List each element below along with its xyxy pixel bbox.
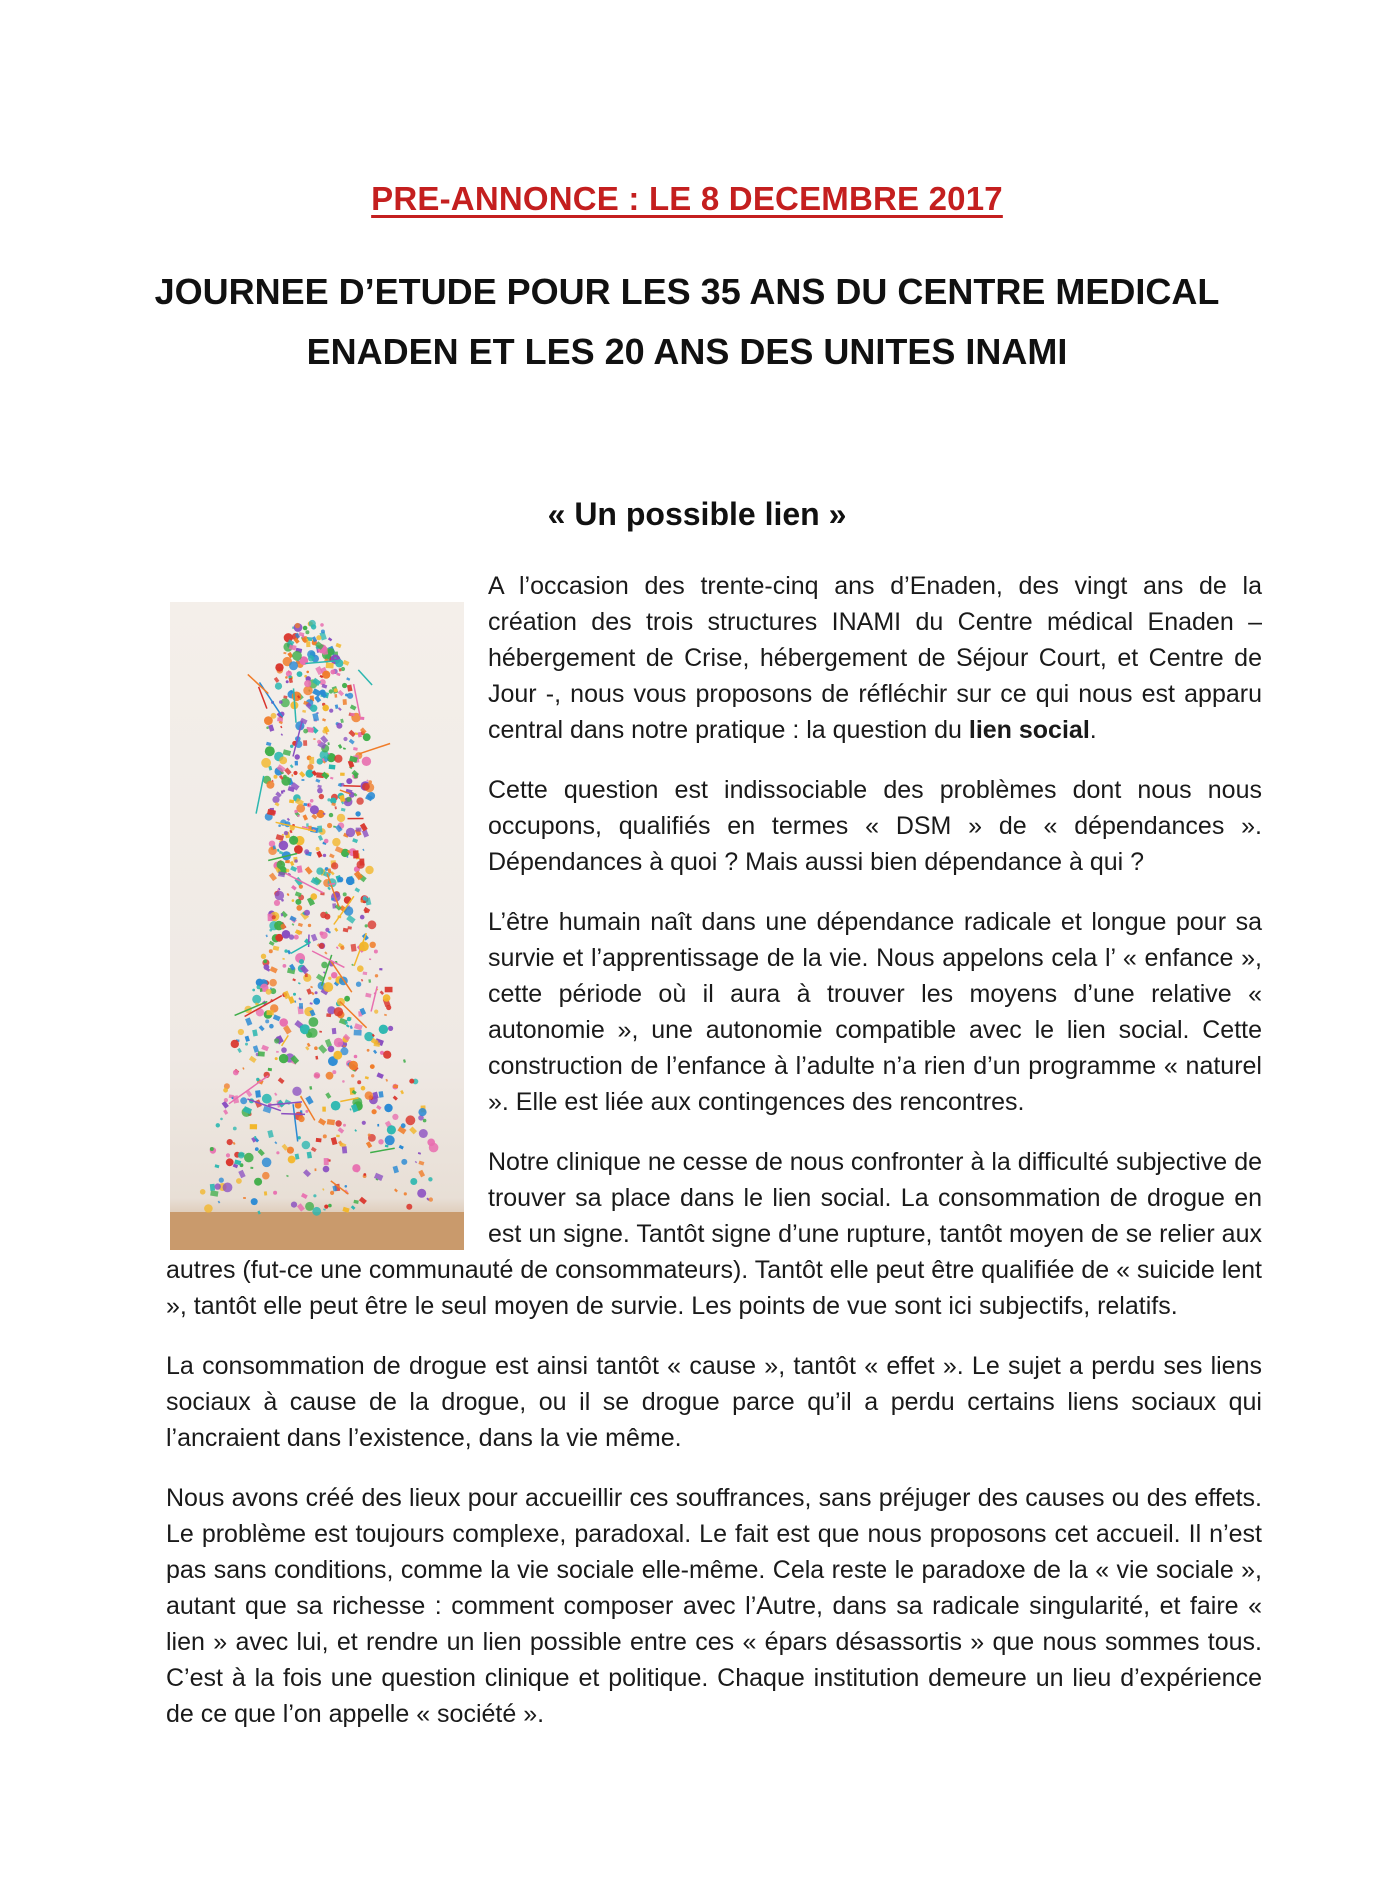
paragraph-2: Cette question est indissociable des problèmes dont nous nous occupons, qualifiés en termes « DSM » de « dépendances ». Dépendances à quoi ? Mais aussi bien dépendance à qui ? <box>488 776 1262 876</box>
main-title-line-1: JOURNEE D’ETUDE POUR LES 35 ANS DU CENTRE MEDICAL <box>154 271 1220 312</box>
main-title-line-2: ENADEN ET LES 20 ANS DES UNITES INAMI <box>306 331 1068 372</box>
main-title <box>120 262 1254 382</box>
paragraph-3: L’être humain naît dans une dépendance radicale et longue pour sa survie et l’apprentissage de la vie. Nous appelons cela l’ « enfance », cette période où il aura à trouver les moyens d’une relative « autonomie », une autonomie compatible avec le lien social. Cette construction de l’enfance à l’adulte n’a rien d’un programme « naturel ». Elle est liée aux contingences des rencontres. <box>488 908 1262 1116</box>
preannounce-heading: PRE-ANNONCE : LE 8 DECEMBRE 2017 <box>371 180 1003 217</box>
paragraph-1-text: A l’occasion des trente-cinq ans d’Enaden, des vingt ans de la création des trois structures INAMI du Centre médical Enaden – hébergement de Crise, hébergement de Séjour Court, et Centre de Jour -, nous vous proposons de réfléchir sur ce qui nous est apparu central dans notre pratique : la question du <box>488 572 1262 744</box>
subtitle: « Un possible lien » <box>547 496 847 532</box>
paragraph-1-end: . <box>1089 716 1097 744</box>
sculpture-photo <box>170 602 464 1250</box>
lien-social-bold: lien social <box>968 716 1090 744</box>
body-text <box>166 568 1262 1732</box>
paragraph-5: La consommation de drogue est ainsi tantôt « cause », tantôt « effet ». Le sujet a perdu ses liens sociaux à cause de la drogue, ou il se drogue parce qu’il a perdu certains liens sociaux qui l’ancraient dans l’existence, dans la vie même. <box>166 1352 1262 1452</box>
paragraph-6: Nous avons créé des lieux pour accueillir ces souffrances, sans préjuger des causes ou des effets. Le problème est toujours complexe, paradoxal. Le fait est que nous proposons cet accueil. Il n’est pas sans conditions, comme la vie sociale elle-même. Cela reste le paradoxe de la « vie sociale », autant que sa richesse : comment composer avec l’Autre, dans sa radicale singularité, et faire « lien » avec lui, et rendre un lien possible entre ces « épars désassortis » que nous sommes tous. C’est à la fois une question clinique et politique. Chaque institution demeure un lieu d’expérience de ce que l’on appelle « société ». <box>166 1484 1262 1728</box>
paragraph-4: Notre clinique ne cesse de nous confronter à la difficulté subjective de trouver sa place dans le lien social. La consommation de drogue en est un signe. Tantôt signe d’une rupture, tantôt moyen de se relier aux autres (fut-ce une communauté de consommateurs). Tantôt elle peut être qualifiée de « suicide lent », tantôt elle peut être le seul moyen de survie. Les points de vue sont ici subjectifs, relatifs. <box>166 1148 1262 1320</box>
sculpture-image <box>170 602 464 1250</box>
